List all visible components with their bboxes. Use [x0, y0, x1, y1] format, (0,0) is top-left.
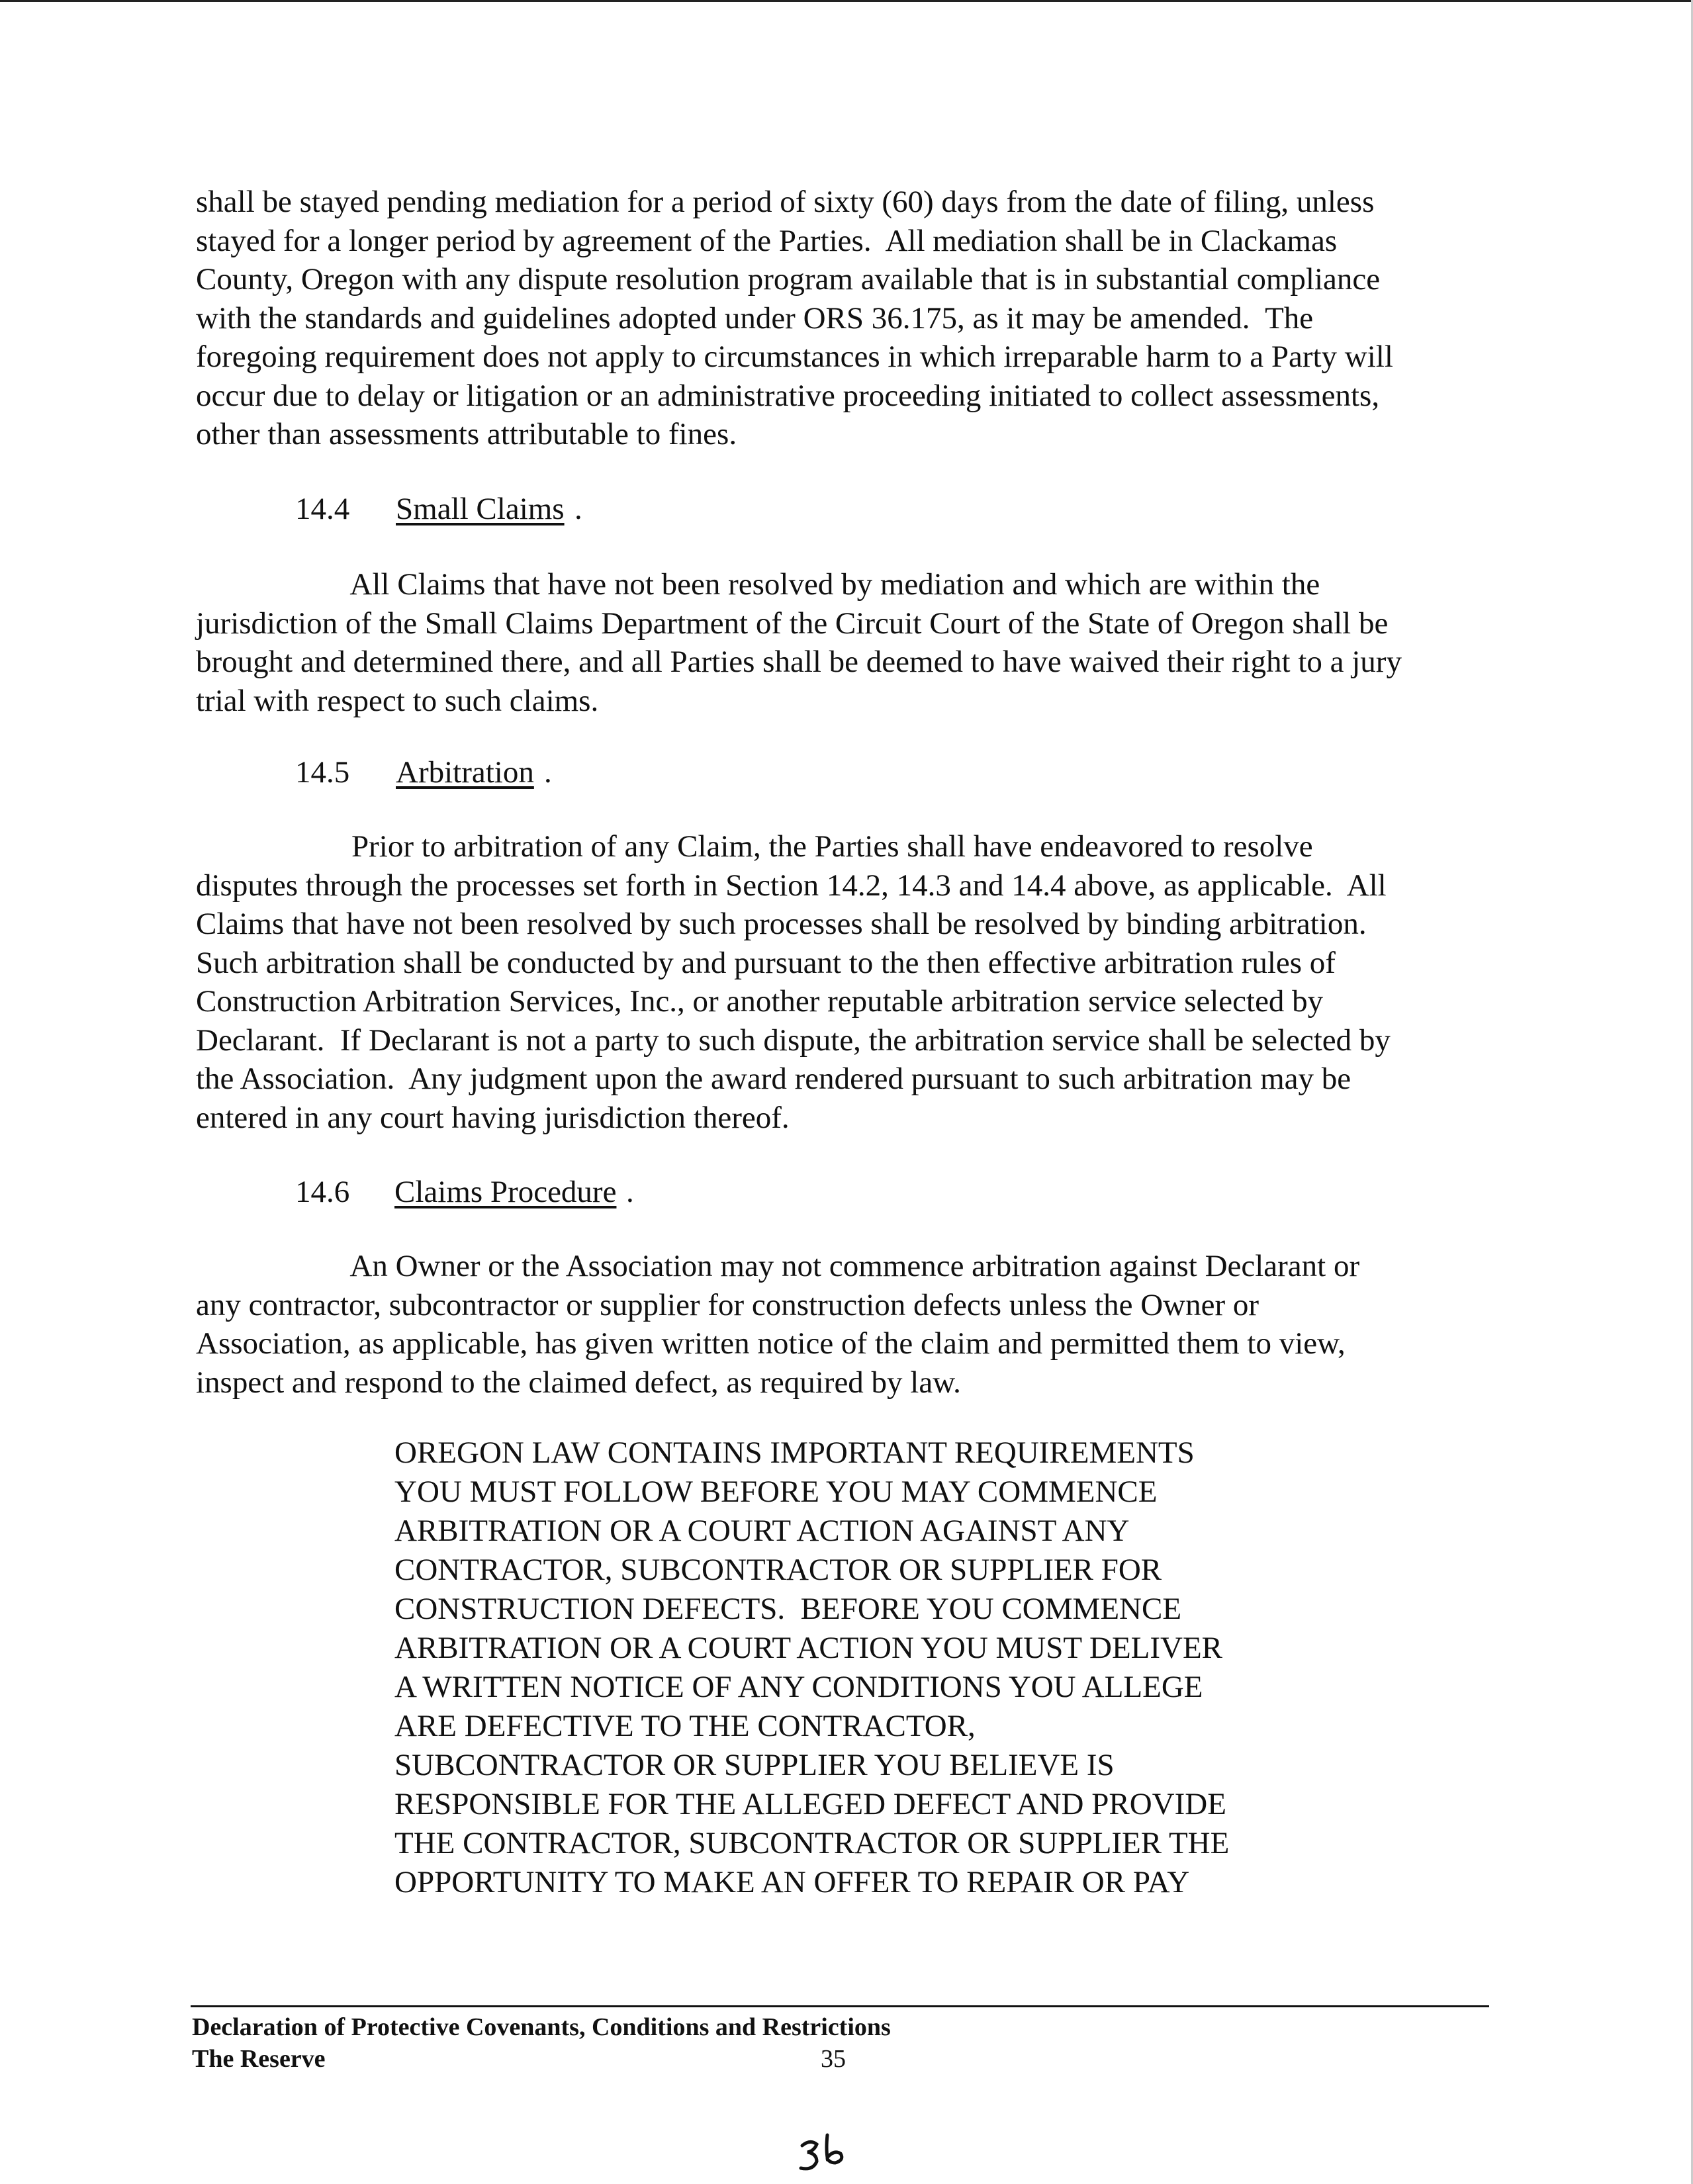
footer-divider — [191, 2005, 1489, 2007]
section-number: 14.4 — [295, 492, 350, 526]
section-title-arbitration: Arbitration — [396, 755, 534, 790]
paragraph-intro: shall be stayed pending mediation for a period of sixty (60) days from the date of filing, unless stayed for a longer period by agreement of the Parties. All mediation shall be in Clackamas County, Oregon with any dispute resolution program available that is in substantial compliance with the standards and guidelines adopted under ORS 36.175, as it may be amended. The foregoing requirement does not apply to circumstances in which irreparable harm to a Party will occur due to delay or litigation or an administrative proceeding initiated to collect assessments, other than assessments attributable to fines. — [196, 185, 1393, 451]
oregon-law-notice: OREGON LAW CONTAINS IMPORTANT REQUIREMENTS YOU MUST FOLLOW BEFORE YOU MAY COMMENCE ARBITRATION OR A COURT ACTION AGAINST ANY CONTRACTOR, SUBCONTRACTOR OR SUPPLIER FOR CONSTRUCTION DEFECTS. BEFORE YOU COMMENCE ARBITRATION OR A COURT ACTION YOU MUST DELIVER A WRITTEN NOTICE OF ANY CONDITIONS YOU ALLEGE ARE DEFECTIVE TO THE CONTRACTOR, SUBCONTRACTOR OR SUPPLIER YOU BELIEVE IS RESPONSIBLE FOR THE ALLEGED DEFECT AND PROVIDE THE CONTRACTOR, SUBCONTRACTOR OR SUPPLIER THE OPPORTUNITY TO MAKE AN OFFER TO REPAIR OR PAY — [394, 1435, 1230, 1899]
footer-document-title: Declaration of Protective Covenants, Conditions and Restrictions — [192, 2013, 891, 2041]
paragraph-claims-procedure: An Owner or the Association may not commence arbitration against Declarant or any contractor, subcontractor or supplier for construction defects unless the Owner or Association, as applicable, has given written notice of the claim and permitted them to view, inspect and respond to the claimed defect, as required by law. — [196, 1249, 1360, 1400]
section-number: 14.6 — [295, 1175, 350, 1209]
section-title-period: . — [544, 755, 552, 790]
section-title-period: . — [574, 492, 582, 526]
handwritten-page-mark-icon — [797, 2131, 856, 2177]
section-number: 14.5 — [295, 755, 350, 790]
section-title-period: . — [626, 1175, 634, 1209]
footer-property-name: The Reserve — [192, 2045, 326, 2073]
paragraph-small-claims: All Claims that have not been resolved by mediation and which are within the jurisdiction of the Small Claims Department of the Circuit Court of the State of Oregon shall be brought and determined there, and all Parties shall be deemed to have waived their right to a jury trial with respect to such claims. — [196, 567, 1402, 718]
scan-edge-top — [0, 0, 1693, 2]
page-number: 35 — [821, 2045, 846, 2073]
paragraph-arbitration: Prior to arbitration of any Claim, the Parties shall have endeavored to resolve disputes through the processes set forth in Section 14.2, 14.3 and 14.4 above, as applicable. All Claims that have not been resolved by such processes shall be resolved by binding arbitration. Such arbitration shall be conducted by and pursuant to the then effective arbitration rules of Construction Arbitration Services, Inc., or another reputable arbitration service selected by Declarant. If Declarant is not a party to such dispute, the arbitration service shall be selected by the Association. Any judgment upon the award rendered pursuant to such arbitration may be entered in any court having jurisdiction thereof. — [196, 829, 1391, 1135]
section-title-claims-procedure: Claims Procedure — [394, 1175, 617, 1209]
section-title-small-claims: Small Claims — [396, 492, 565, 526]
